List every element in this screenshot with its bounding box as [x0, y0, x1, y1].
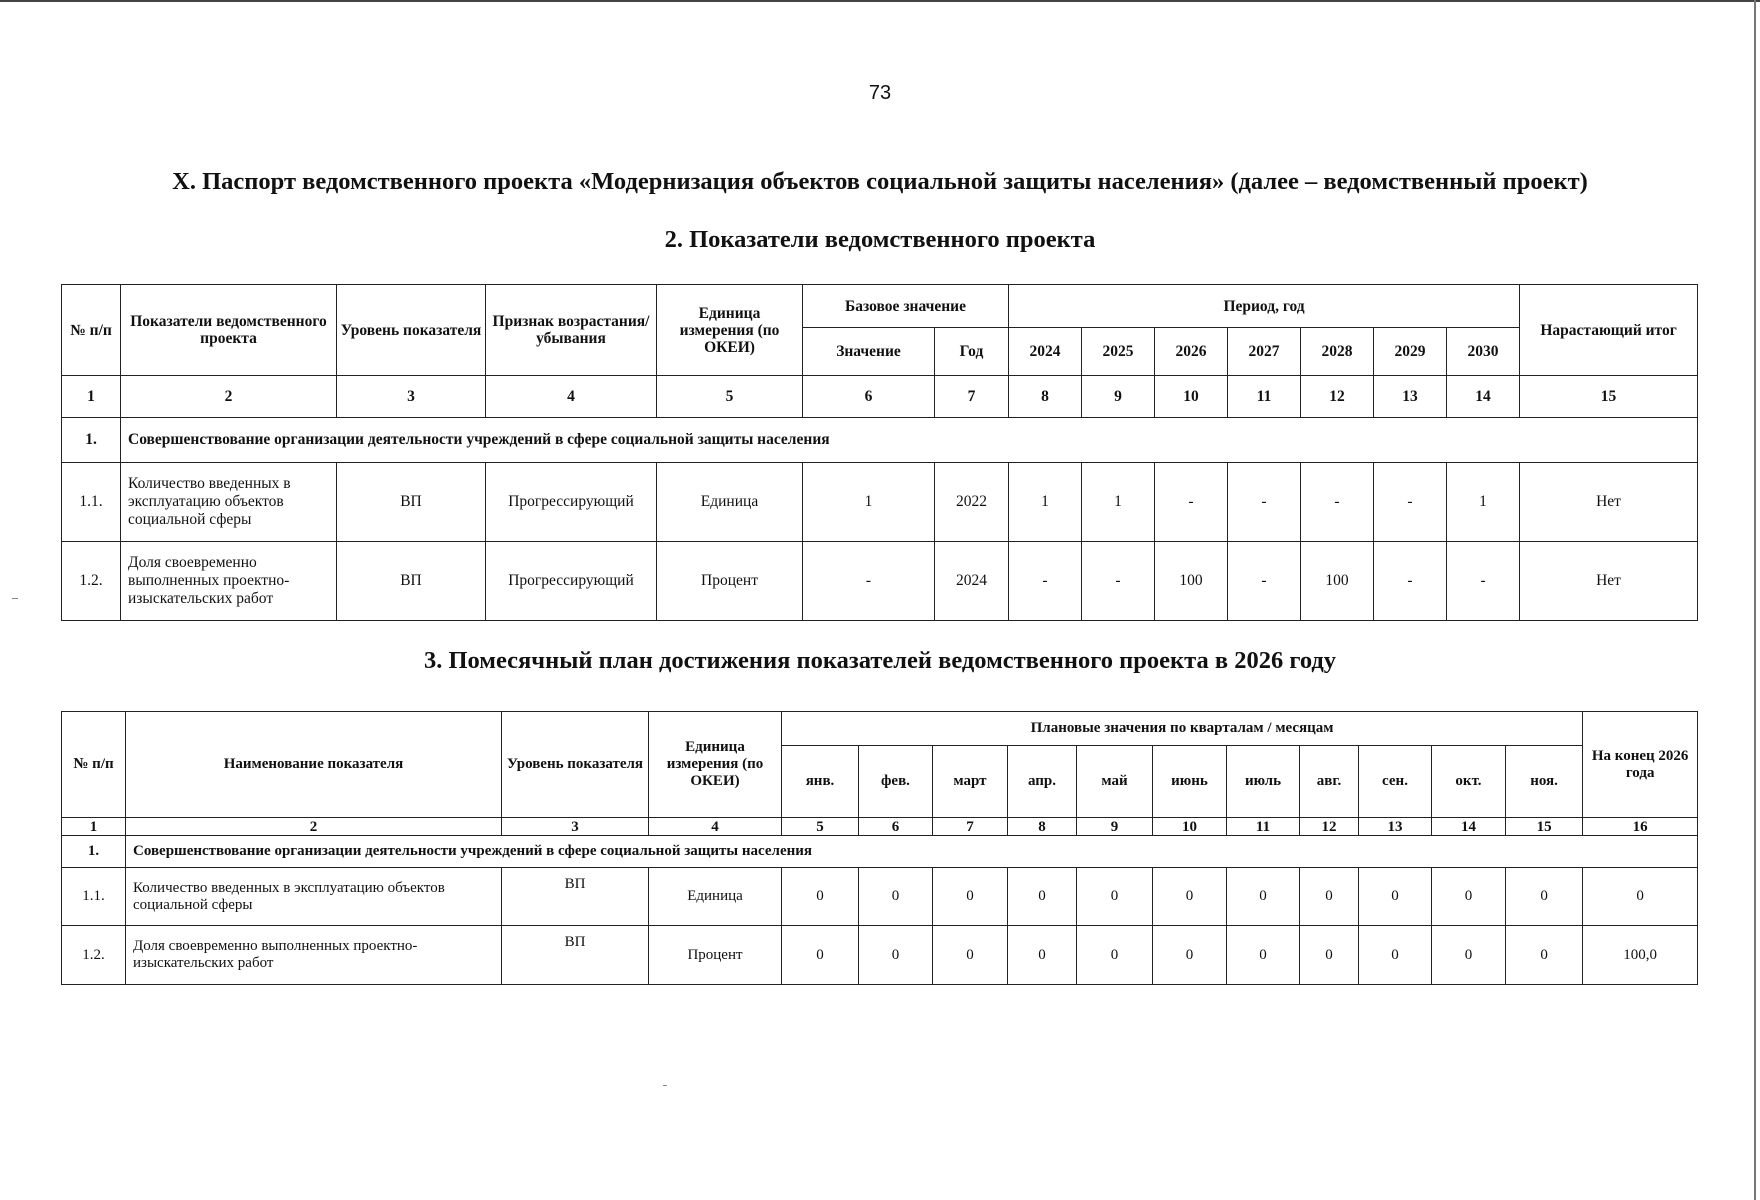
header-year: 2026 [1155, 328, 1228, 376]
header-month: ноя. [1506, 746, 1583, 818]
column-number: 6 [859, 818, 933, 836]
column-number-row [62, 376, 1698, 418]
group-title: Совершенствование организации деятельности учреждений в сфере социальной защиты населения [126, 836, 1698, 868]
row-month-value: 0 [933, 868, 1008, 926]
row-year-value: - [1155, 463, 1228, 542]
scan-mark [663, 1085, 667, 1086]
header-year: 2030 [1447, 328, 1520, 376]
row-month-value: 0 [1506, 926, 1583, 985]
row-year-value: - [1009, 542, 1082, 621]
column-number: 9 [1077, 818, 1153, 836]
column-number: 5 [657, 376, 803, 418]
column-number: 14 [1432, 818, 1506, 836]
row-base-year: 2024 [935, 542, 1009, 621]
header-month: март [933, 746, 1008, 818]
header-level: Уровень показателя [502, 712, 649, 818]
column-number: 5 [782, 818, 859, 836]
row-month-value: 0 [1153, 926, 1227, 985]
row-name: Доля своевременно выполненных проектно-изыскательских работ [126, 926, 502, 985]
header-indicator: Показатели ведомственного проекта [121, 285, 337, 376]
row-month-value: 0 [1008, 868, 1077, 926]
column-number: 7 [935, 376, 1009, 418]
header-end: На конец 2026 года [1583, 712, 1698, 818]
row-year-value: - [1447, 542, 1520, 621]
row-unit: Процент [657, 542, 803, 621]
column-number: 15 [1506, 818, 1583, 836]
column-number: 9 [1082, 376, 1155, 418]
monthly-plan-table [61, 711, 1698, 985]
group-num: 1. [62, 418, 121, 463]
row-cumulative: Нет [1520, 542, 1698, 621]
row-num: 1.2. [62, 542, 121, 621]
row-base-value: - [803, 542, 935, 621]
column-number: 2 [121, 376, 337, 418]
row-month-value: 0 [1432, 868, 1506, 926]
table-row [62, 926, 1698, 985]
row-num: 1.1. [62, 868, 126, 926]
row-year-value: 1 [1082, 463, 1155, 542]
row-name: Доля своевременно выполненных проектно-изыскательских работ [121, 542, 337, 621]
row-end-value: 0 [1583, 868, 1698, 926]
header-cumulative: Нарастающий итог [1520, 285, 1698, 376]
header-month: апр. [1008, 746, 1077, 818]
group-row [62, 836, 1698, 868]
table-row [62, 542, 1698, 621]
column-number-row [62, 818, 1698, 836]
row-month-value: 0 [782, 868, 859, 926]
row-month-value: 0 [1359, 926, 1432, 985]
row-year-value: - [1082, 542, 1155, 621]
header-level: Уровень показателя [337, 285, 486, 376]
header-base: Базовое значение [803, 285, 1009, 328]
header-year: 2029 [1374, 328, 1447, 376]
row-year-value: 1 [1009, 463, 1082, 542]
row-month-value: 0 [1008, 926, 1077, 985]
row-year-value: - [1374, 542, 1447, 621]
column-number: 16 [1583, 818, 1698, 836]
header-num: № п/п [62, 712, 126, 818]
row-num: 1.1. [62, 463, 121, 542]
header-month: май [1077, 746, 1153, 818]
column-number: 1 [62, 376, 121, 418]
column-number: 6 [803, 376, 935, 418]
row-cumulative: Нет [1520, 463, 1698, 542]
header-year: 2024 [1009, 328, 1082, 376]
column-number: 2 [126, 818, 502, 836]
row-month-value: 0 [1077, 868, 1153, 926]
header-name: Наименование показателя [126, 712, 502, 818]
column-number: 13 [1359, 818, 1432, 836]
row-num: 1.2. [62, 926, 126, 985]
header-year: 2025 [1082, 328, 1155, 376]
column-number: 14 [1447, 376, 1520, 418]
row-unit: Единица [649, 868, 782, 926]
header-unit: Единица измерения (по ОКЕИ) [657, 285, 803, 376]
row-month-value: 0 [933, 926, 1008, 985]
column-number: 8 [1008, 818, 1077, 836]
section-2-heading: 2. Показатели ведомственного проекта [664, 226, 1096, 253]
row-unit: Процент [649, 926, 782, 985]
row-year-value: 1 [1447, 463, 1520, 542]
top-border [0, 0, 1760, 2]
row-base-value: 1 [803, 463, 935, 542]
column-number: 13 [1374, 376, 1447, 418]
column-number: 11 [1228, 376, 1301, 418]
column-number: 3 [337, 376, 486, 418]
header-month: авг. [1300, 746, 1359, 818]
header-num: № п/п [62, 285, 121, 376]
column-number: 10 [1153, 818, 1227, 836]
column-number: 4 [486, 376, 657, 418]
section-3-heading: 3. Помесячный план достижения показателей ведомственного проекта в 2026 году [423, 647, 1337, 674]
row-month-value: 0 [859, 868, 933, 926]
row-sign: Прогрессирующий [486, 542, 657, 621]
header-planned: Плановые значения по кварталам / месяцам [782, 712, 1583, 746]
row-level: ВП [337, 542, 486, 621]
row-unit: Единица [657, 463, 803, 542]
row-month-value: 0 [1300, 926, 1359, 985]
header-month: окт. [1432, 746, 1506, 818]
scan-mark [12, 598, 18, 599]
table-row [62, 868, 1698, 926]
row-month-value: 0 [1359, 868, 1432, 926]
header-sign: Признак возрастания/ убывания [486, 285, 657, 376]
header-month: июль [1227, 746, 1300, 818]
row-base-year: 2022 [935, 463, 1009, 542]
row-month-value: 0 [1227, 926, 1300, 985]
group-row [62, 418, 1698, 463]
header-period: Период, год [1009, 285, 1520, 328]
column-number: 1 [62, 818, 126, 836]
header-year: 2027 [1228, 328, 1301, 376]
group-num: 1. [62, 836, 126, 868]
row-month-value: 0 [859, 926, 933, 985]
row-sign: Прогрессирующий [486, 463, 657, 542]
header-month: июнь [1153, 746, 1227, 818]
row-year-value: - [1301, 463, 1374, 542]
column-number: 8 [1009, 376, 1082, 418]
header-year: 2028 [1301, 328, 1374, 376]
row-year-value: 100 [1155, 542, 1228, 621]
header-unit: Единица измерения (по ОКЕИ) [649, 712, 782, 818]
row-level: ВП [502, 926, 649, 985]
document-title: Х. Паспорт ведомственного проекта «Модернизация объектов социальной защиты населения» (далее – ведомственный проект) [172, 168, 1588, 195]
row-name: Количество введенных в эксплуатацию объектов социальной сферы [121, 463, 337, 542]
row-month-value: 0 [1227, 868, 1300, 926]
row-level: ВП [337, 463, 486, 542]
table-row [62, 463, 1698, 542]
row-month-value: 0 [1077, 926, 1153, 985]
column-number: 4 [649, 818, 782, 836]
column-number: 12 [1301, 376, 1374, 418]
group-title: Совершенствование организации деятельности учреждений в сфере социальной защиты населения [121, 418, 1698, 463]
header-month: янв. [782, 746, 859, 818]
column-number: 11 [1227, 818, 1300, 836]
column-number: 15 [1520, 376, 1698, 418]
page-number: 73 [868, 82, 892, 104]
header-base-year: Год [935, 328, 1009, 376]
column-number: 3 [502, 818, 649, 836]
row-year-value: 100 [1301, 542, 1374, 621]
column-number: 12 [1300, 818, 1359, 836]
row-month-value: 0 [1300, 868, 1359, 926]
row-end-value: 100,0 [1583, 926, 1698, 985]
indicators-table [61, 284, 1698, 621]
row-month-value: 0 [1506, 868, 1583, 926]
row-month-value: 0 [782, 926, 859, 985]
row-year-value: - [1228, 542, 1301, 621]
column-number: 10 [1155, 376, 1228, 418]
header-month: сен. [1359, 746, 1432, 818]
row-year-value: - [1228, 463, 1301, 542]
row-year-value: - [1374, 463, 1447, 542]
row-name: Количество введенных в эксплуатацию объектов социальной сферы [126, 868, 502, 926]
header-base-value: Значение [803, 328, 935, 376]
column-number: 7 [933, 818, 1008, 836]
row-level: ВП [502, 868, 649, 926]
row-month-value: 0 [1432, 926, 1506, 985]
header-month: фев. [859, 746, 933, 818]
row-month-value: 0 [1153, 868, 1227, 926]
